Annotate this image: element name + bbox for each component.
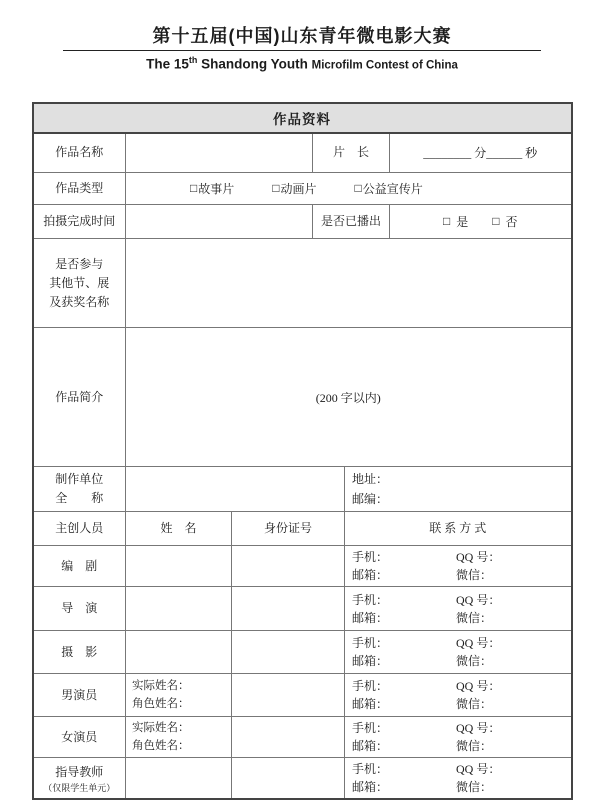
crew-row-cinematographer <box>33 631 572 674</box>
crew-name-input[interactable] <box>126 674 232 717</box>
crew-name-input[interactable] <box>126 587 232 631</box>
wechat-label: 微信： <box>456 697 493 711</box>
crew-id-input[interactable] <box>232 587 345 631</box>
producer-address-label: 地址： <box>352 472 389 486</box>
option-yes-label: 是 <box>456 215 469 229</box>
crew-contact-cell[interactable] <box>345 674 572 717</box>
qq-label: QQ 号： <box>456 550 501 564</box>
crew-header-id: 身份证号 <box>232 512 345 546</box>
advisor-label: 指导教师 <box>55 764 104 779</box>
synopsis-label: 作品简介 <box>33 328 126 467</box>
checkbox-broadcast-yes[interactable] <box>443 213 468 230</box>
producer-label <box>33 467 126 512</box>
completion-time-input[interactable] <box>126 205 313 239</box>
crew-role-label <box>33 758 126 800</box>
title-divider <box>63 50 541 51</box>
crew-name-input[interactable] <box>126 758 232 800</box>
qq-label: QQ 号： <box>456 721 501 735</box>
crew-header-name: 姓 名 <box>126 512 232 546</box>
qq-label: QQ 号： <box>456 636 501 650</box>
role-name-label: 角色姓名： <box>132 698 190 710</box>
crew-row-screenwriter <box>33 546 572 587</box>
festivals-label <box>33 239 126 328</box>
checkbox-broadcast-no[interactable] <box>492 213 517 230</box>
contest-title-en <box>0 52 604 74</box>
title-en-superscript: th <box>188 55 198 65</box>
synopsis-placeholder: (200 字以内) <box>315 390 381 405</box>
crew-contact-cell[interactable] <box>345 587 572 631</box>
producer-address-cell[interactable] <box>345 467 572 512</box>
broadcast-label: 是否已播出 <box>313 205 390 239</box>
festivals-row <box>33 239 572 328</box>
phone-label: 手机： <box>352 636 389 650</box>
work-type-label: 作品类型 <box>33 173 126 205</box>
crew-contact-cell[interactable] <box>345 717 572 758</box>
crew-contact-cell[interactable] <box>345 631 572 674</box>
producer-zip-label: 邮编： <box>352 492 389 506</box>
work-info-table <box>32 102 573 800</box>
duration-label: 片 长 <box>313 133 390 173</box>
email-label: 邮箱： <box>352 697 389 711</box>
checkbox-icon: □ <box>492 214 500 228</box>
work-name-label: 作品名称 <box>33 133 126 173</box>
crew-name-input[interactable] <box>126 631 232 674</box>
page-header <box>0 0 604 74</box>
crew-row-director <box>33 587 572 631</box>
completion-time-row <box>33 205 572 239</box>
crew-id-input[interactable] <box>232 758 345 800</box>
crew-role-label: 导 演 <box>33 587 126 631</box>
crew-id-input[interactable] <box>232 717 345 758</box>
crew-id-input[interactable] <box>232 674 345 717</box>
crew-role-label: 摄 影 <box>33 631 126 674</box>
contest-title-cn: 第十五届(中国)山东青年微电影大赛 <box>152 26 452 46</box>
checkbox-icon: □ <box>442 214 451 228</box>
checkbox-psa-film[interactable] <box>355 180 423 197</box>
phone-label: 手机： <box>352 550 389 564</box>
option-psa-film-label: 公益宣传片 <box>362 182 423 196</box>
email-label: 邮箱： <box>352 780 389 794</box>
advisor-sublabel: （仅限学生单元） <box>43 782 116 793</box>
title-en-suffix: Microfilm Contest of China <box>311 59 458 72</box>
work-type-row <box>33 173 572 205</box>
work-type-options-cell <box>126 173 572 205</box>
checkbox-animation-film[interactable] <box>272 180 316 197</box>
checkbox-icon: □ <box>354 181 362 195</box>
wechat-label: 微信： <box>456 654 493 668</box>
crew-role-label: 编 剧 <box>33 546 126 587</box>
real-name-label: 实际姓名： <box>132 680 190 692</box>
synopsis-row <box>33 328 572 467</box>
title-en-main: Shandong Youth <box>197 56 312 72</box>
wechat-label: 微信： <box>456 739 493 753</box>
crew-contact-cell[interactable] <box>345 546 572 587</box>
festivals-label-line2: 其他节、展 <box>49 275 110 290</box>
work-name-row <box>33 133 572 173</box>
work-name-input[interactable] <box>126 133 313 173</box>
wechat-label: 微信： <box>456 780 493 794</box>
producer-row <box>33 467 572 512</box>
email-label: 邮箱： <box>352 654 389 668</box>
crew-role-label: 女演员 <box>33 717 126 758</box>
completion-time-label: 拍摄完成时间 <box>33 205 126 239</box>
email-label: 邮箱： <box>352 610 389 625</box>
duration-blanks[interactable]: ________ 分______ 秒 <box>390 133 572 173</box>
section-header-row <box>33 103 572 133</box>
festivals-label-line3: 及获奖名称 <box>49 294 110 309</box>
crew-row-lead-actress <box>33 717 572 758</box>
qq-label: QQ 号： <box>456 592 501 607</box>
festivals-label-line1: 是否参与 <box>55 256 104 271</box>
phone-label: 手机： <box>352 679 389 693</box>
producer-label-line2: 全 称 <box>55 491 104 505</box>
checkbox-story-film[interactable] <box>190 180 234 197</box>
qq-label: QQ 号： <box>456 762 501 776</box>
qq-label: QQ 号： <box>456 679 501 693</box>
wechat-label: 微信： <box>456 610 493 625</box>
checkbox-icon: □ <box>190 181 198 195</box>
real-name-label: 实际姓名： <box>132 722 190 734</box>
role-name-label: 角色姓名： <box>132 740 190 752</box>
crew-id-input[interactable] <box>232 546 345 587</box>
festivals-input[interactable] <box>126 239 572 328</box>
crew-role-label: 男演员 <box>33 674 126 717</box>
crew-name-input[interactable] <box>126 546 232 587</box>
wechat-label: 微信： <box>456 568 493 582</box>
email-label: 邮箱： <box>352 568 389 582</box>
option-animation-film-label: 动画片 <box>280 182 317 196</box>
option-no-label: 否 <box>505 215 518 229</box>
email-label: 邮箱： <box>352 739 389 753</box>
phone-label: 手机： <box>352 721 389 735</box>
crew-header-label: 主创人员 <box>33 512 126 546</box>
crew-name-input[interactable] <box>126 717 232 758</box>
crew-header-contact: 联 系 方 式 <box>345 512 572 546</box>
section-header: 作品资料 <box>33 103 572 133</box>
checkbox-icon: □ <box>272 181 280 195</box>
crew-row-lead-actor <box>33 674 572 717</box>
crew-contact-cell[interactable] <box>345 758 572 800</box>
broadcast-options-cell <box>390 205 572 239</box>
producer-label-line1: 制作单位 <box>55 472 104 486</box>
crew-row-advisor <box>33 758 572 800</box>
synopsis-input[interactable] <box>126 328 572 467</box>
crew-id-input[interactable] <box>232 631 345 674</box>
option-story-film-label: 故事片 <box>198 182 235 196</box>
crew-header-row <box>33 512 572 546</box>
phone-label: 手机： <box>352 762 389 776</box>
phone-label: 手机： <box>352 592 389 607</box>
producer-name-input[interactable] <box>126 467 345 512</box>
title-en-prefix: The 15 <box>146 56 189 72</box>
